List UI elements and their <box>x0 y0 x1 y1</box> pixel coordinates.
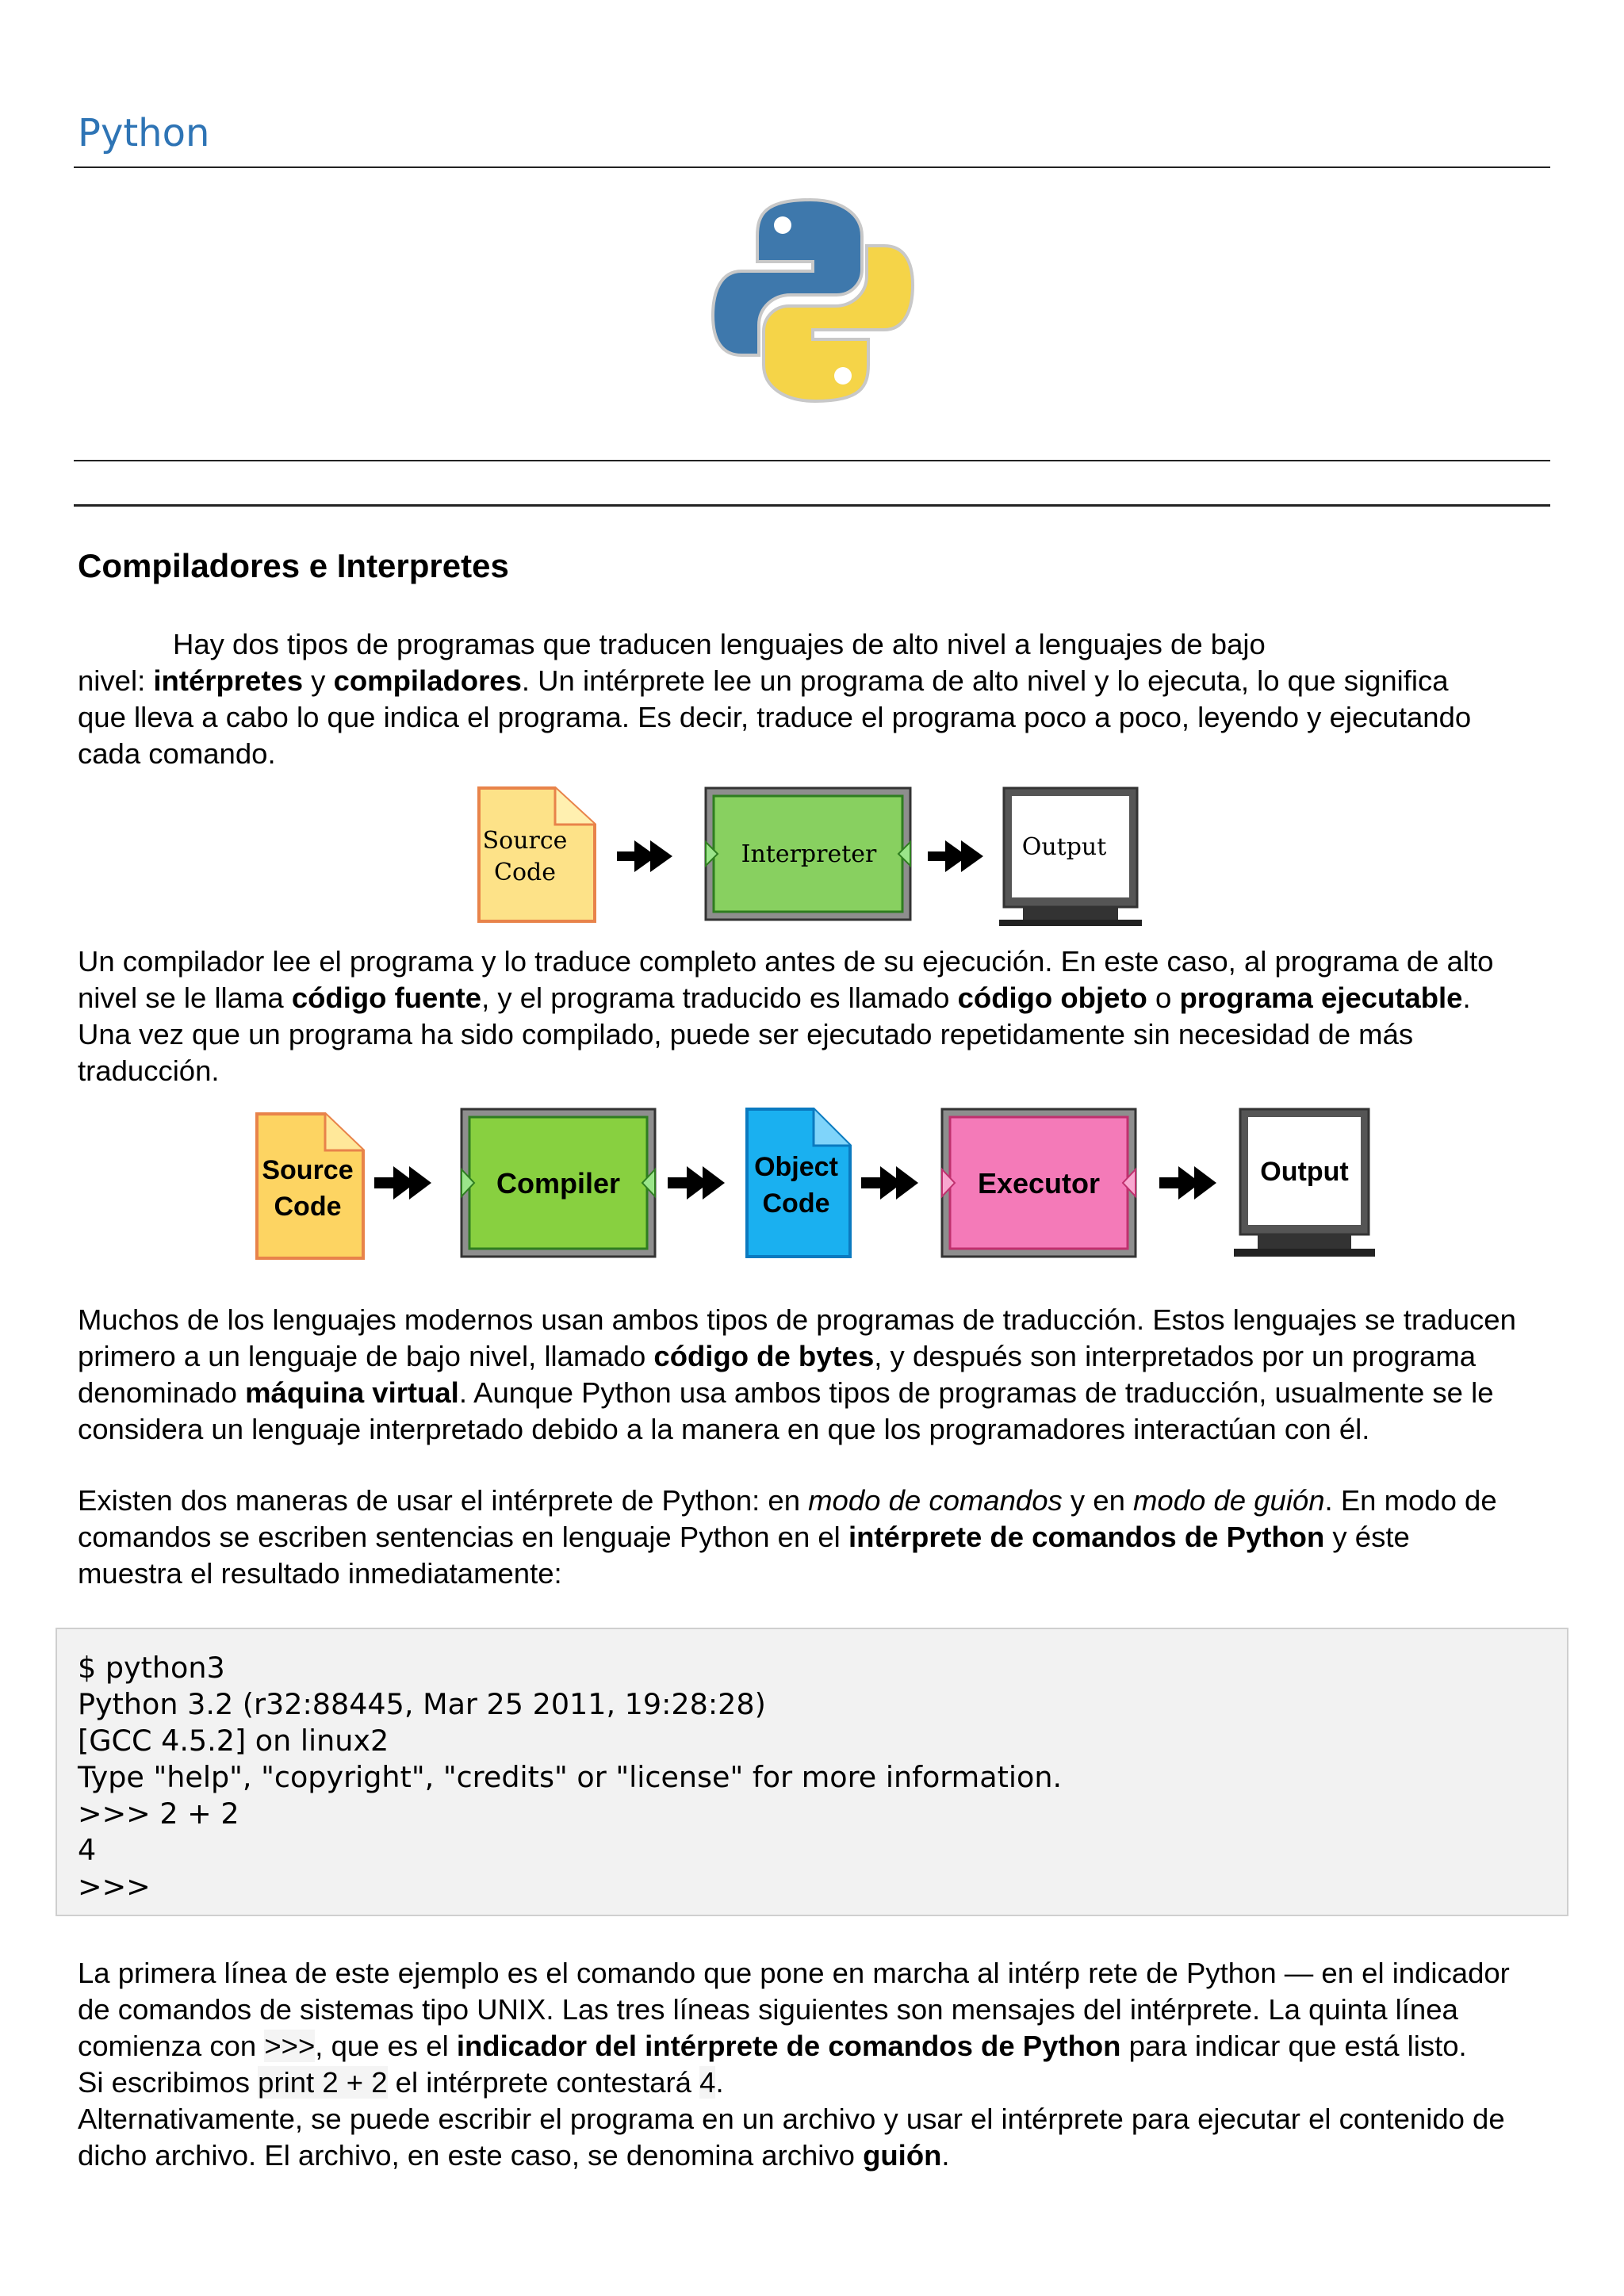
para1-line4: cada comando. <box>78 737 276 770</box>
para1-line3: que lleva a cabo lo que indica el programa. Es decir, traduce el programa poco a poco, leyendo y ejecutando <box>78 701 1472 733</box>
output-monitor-icon <box>999 788 1142 926</box>
code-line: Python 3.2 (r32:88445, Mar 25 2011, 19:28:28) <box>78 1687 766 1721</box>
diagram1-source-line1: Source <box>482 827 568 855</box>
inline-code: >>> <box>264 2030 316 2062</box>
para1-line1: Hay dos tipos de programas que traducen lenguajes de alto nivel a lenguajes de bajo <box>173 628 1266 660</box>
paragraph-bytecode <box>78 1302 1553 1448</box>
paragraph-modes <box>78 1483 1553 1592</box>
para2-line3: Una vez que un programa ha sido compilado, puede ser ejecutado repetidamente sin necesidad de más <box>78 1018 1414 1050</box>
code-line: 4 <box>78 1833 97 1867</box>
para3-line1: Muchos de los lenguajes modernos usan ambos tipos de programas de traducción. Estos lenguajes se traducen <box>78 1303 1516 1336</box>
inline-code: 4 <box>699 2066 716 2099</box>
para5-line4: Si escribimos print 2 + 2 el intérprete contestará 4. <box>78 2066 724 2099</box>
source-code-doc-icon <box>257 1114 363 1258</box>
output-monitor-icon <box>1234 1109 1375 1257</box>
arrow-icon <box>861 1166 918 1200</box>
para1-line2: nivel: intérpretes y compiladores. Un intérprete lee un programa de alto nivel y lo ejecuta, lo que significa <box>78 664 1449 697</box>
code-line: [GCC 4.5.2] on linux2 <box>78 1724 389 1758</box>
code-line: Type "help", "copyright", "credits" or "license" for more information. <box>78 1760 1063 1794</box>
executor-box <box>942 1109 1136 1257</box>
para5-line2: de comandos de sistemas tipo UNIX. Las tres líneas siguientes son mensajes del intérprete. La quinta línea <box>78 1993 1458 2026</box>
para4-line3: muestra el resultado inmediatamente: <box>78 1557 562 1590</box>
object-code-doc-icon <box>747 1109 850 1257</box>
arrow-icon <box>668 1166 725 1200</box>
compiler-box <box>462 1109 655 1257</box>
para3-line4: considera un lenguaje interpretado debido a la manera en que los programadores interactúan con él. <box>78 1413 1370 1445</box>
diagram2-executor-label: Executor <box>977 1167 1101 1200</box>
arrow-icon <box>1159 1166 1216 1200</box>
para2-line4: traducción. <box>78 1054 220 1087</box>
para2-line2: nivel se le llama código fuente, y el programa traducido es llamado código objeto o programa ejecutable. <box>78 982 1471 1014</box>
logo-rule-bottom <box>74 504 1550 507</box>
para5-line1: La primera línea de este ejemplo es el comando que pone en marcha al intérp rete de Python — en el indicador <box>78 1957 1510 1989</box>
para4-line1: Existen dos maneras de usar el intérprete de Python: en modo de comandos y en modo de guión. En modo de <box>78 1484 1497 1517</box>
code-line: >>> 2 + 2 <box>78 1797 239 1831</box>
para4-line2: comandos se escriben sentencias en lenguaje Python en el intérprete de comandos de Python y éste <box>78 1521 1410 1553</box>
logo-rule-top <box>74 460 1550 461</box>
para5-line3: comienza con >>>, que es el indicador del intérprete de comandos de Python para indicar que está listo. <box>78 2030 1467 2062</box>
para2-line1: Un compilador lee el programa y lo traduce completo antes de su ejecución. En este caso, al programa de alto <box>78 945 1494 978</box>
arrow-icon <box>928 840 983 872</box>
interpreter-box <box>706 788 910 920</box>
header-rule <box>74 166 1550 168</box>
diagram2-source-line2: Code <box>274 1192 342 1222</box>
para5-line6: dicho archivo. El archivo, en este caso, se denomina archivo guión. <box>78 2139 950 2172</box>
diagram1-source-line2: Code <box>494 859 556 886</box>
paragraph-compilers <box>78 943 1553 1089</box>
page-title: Python <box>78 111 210 155</box>
diagram2-output-label: Output <box>1260 1157 1349 1187</box>
diagram2-compiler-label: Compiler <box>496 1167 621 1200</box>
inline-code: print 2 + 2 <box>258 2066 388 2099</box>
diagram2-object-line1: Object <box>754 1152 838 1182</box>
para5-line5: Alternativamente, se puede escribir el programa en un archivo y usar el intérprete para ejecutar el contenido de <box>78 2103 1505 2135</box>
paragraph-interpreters <box>78 626 1553 772</box>
code-line: $ python3 <box>78 1651 225 1685</box>
diagram2-object-line2: Code <box>762 1188 830 1219</box>
source-code-doc-icon <box>479 788 595 921</box>
interpreter-diagram <box>476 785 1150 932</box>
diagram1-output-label: Output <box>1021 833 1107 861</box>
code-line: >>> <box>78 1869 151 1904</box>
compiler-diagram <box>254 1106 1380 1265</box>
para3-line3: denominado máquina virtual. Aunque Python usa ambos tipos de programas de traducción, usualmente se le <box>78 1376 1494 1409</box>
arrow-icon <box>374 1166 431 1200</box>
section-title: Compiladores e Interpretes <box>78 547 509 584</box>
code-block <box>56 1628 1568 1916</box>
paragraph-explanation <box>78 1955 1553 2174</box>
arrow-icon <box>617 840 672 872</box>
para3-line2: primero a un lenguaje de bajo nivel, llamado código de bytes, y después son interpretados por un programa <box>78 1340 1477 1372</box>
python-logo-icon <box>710 197 916 404</box>
diagram2-source-line1: Source <box>262 1155 354 1185</box>
diagram1-interpreter-label: Interpreter <box>741 840 877 868</box>
